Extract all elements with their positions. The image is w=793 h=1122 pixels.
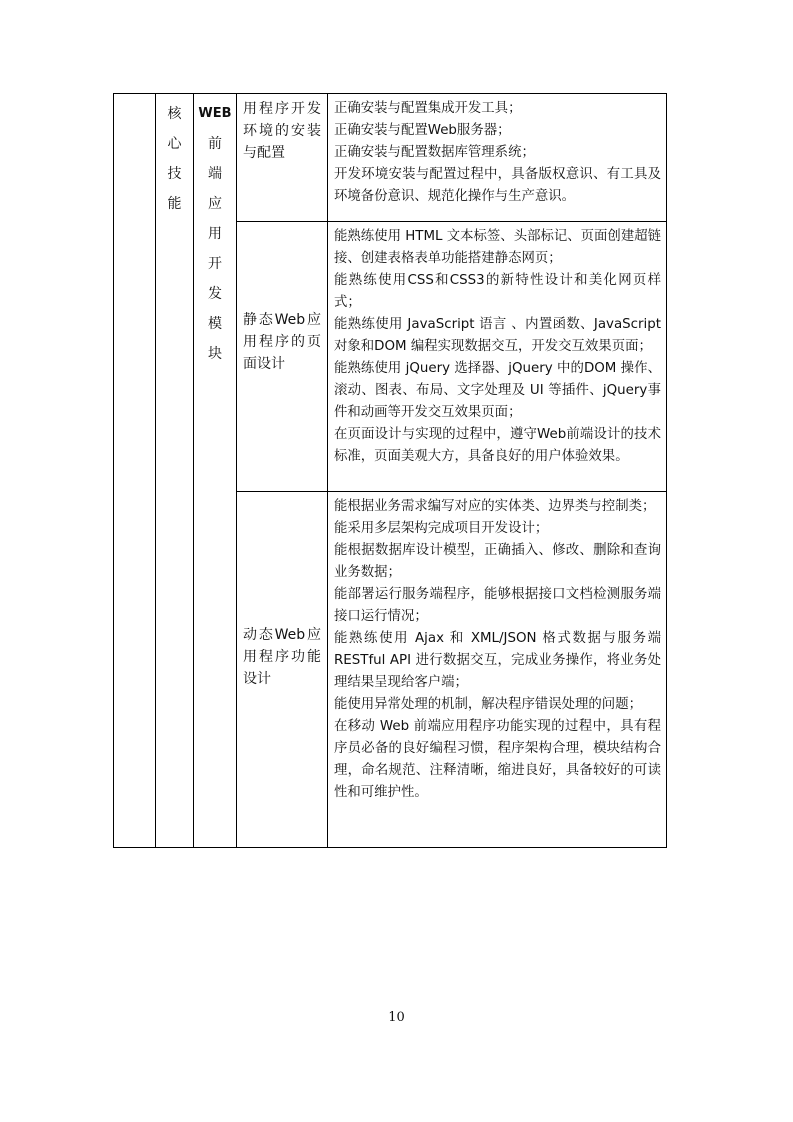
requirement-item: 能采用多层架构完成项目开发设计； [334, 521, 549, 536]
blank-column-cell [114, 94, 156, 848]
topic-cell [237, 94, 328, 222]
table-row [114, 94, 667, 222]
requirements-text [328, 492, 666, 806]
requirement-item: 在移动 Web 前端应用程序功能实现的过程中，具有程序员必备的良好编程习惯，程序架构合理，模块结构合理，命名规范、注释清晰，缩进良好，具备较好的可读性和可维护性。 [334, 719, 661, 800]
requirement-item: 能熟练使用 JavaScript 语言 、内置函数、JavaScript 对象和DOM 编程实现数据交互，开发交互效果页面； [334, 317, 661, 354]
requirements-text [328, 94, 666, 210]
course-module-table [113, 93, 667, 848]
module-category-cell [156, 94, 194, 848]
requirements-cell [328, 222, 667, 492]
requirement-item: 在页面设计与实现的过程中，遵守Web前端设计的技术标准，页面美观大方，具备良好的用户体验效果。 [334, 427, 661, 464]
requirement-item: 能熟练使用 Ajax 和 XML/JSON 格式数据与服务端 RESTful API 进行数据交互，完成业务操作，将业务处理结果呈现给客户端； [334, 631, 661, 690]
module-category-label: 核 心 技 能 [167, 106, 182, 212]
requirement-item: 能熟练使用 HTML 文本标签、头部标记、页面创建超链接、创建表格表单功能搭建静态网页； [334, 229, 661, 266]
requirement-item: 能根据数据库设计模型，正确插入、修改、删除和查询业务数据； [334, 543, 661, 580]
topic-text: 用程序开发环境的安装与配置 [243, 101, 321, 161]
page-number: 10 [388, 1010, 405, 1025]
requirement-item: 能根据业务需求编写对应的实体类、边界类与控制类； [334, 499, 656, 514]
requirements-cell [328, 492, 667, 848]
requirement-item: 能使用异常处理的机制，解决程序错误处理的问题； [334, 697, 642, 712]
topic-cell [237, 222, 328, 492]
module-name-label: WEB 前 端 应 用 开 发 模 块 [198, 106, 232, 362]
topic-cell [237, 492, 328, 848]
topic-text: 静态Web应用程序的页面设计 [243, 312, 321, 372]
requirement-item: 正确安装与配置集成开发工具； [334, 101, 522, 116]
requirement-item: 能熟练使用CSS和CSS3的新特性设计和美化网页样式； [334, 273, 661, 310]
requirement-item: 开发环境安装与配置过程中，具备版权意识、有工具及环境备份意识、规范化操作与生产意识。 [334, 167, 661, 204]
module-name-cell [194, 94, 237, 848]
requirement-item: 能部署运行服务端程序，能够根据接口文档检测服务端接口运行情况； [334, 587, 661, 624]
requirements-cell [328, 94, 667, 222]
requirement-item: 正确安装与配置数据库管理系统； [334, 145, 535, 160]
requirements-text [328, 222, 666, 470]
requirement-item: 正确安装与配置Web服务器； [334, 123, 511, 138]
topic-text: 动态Web应用程序功能设计 [243, 627, 321, 687]
requirement-item: 能熟练使用 jQuery 选择器、jQuery 中的DOM 操作、滚动、图表、布局、文字处理及 UI 等插件、jQuery事件和动画等开发交互效果页面； [334, 361, 661, 420]
